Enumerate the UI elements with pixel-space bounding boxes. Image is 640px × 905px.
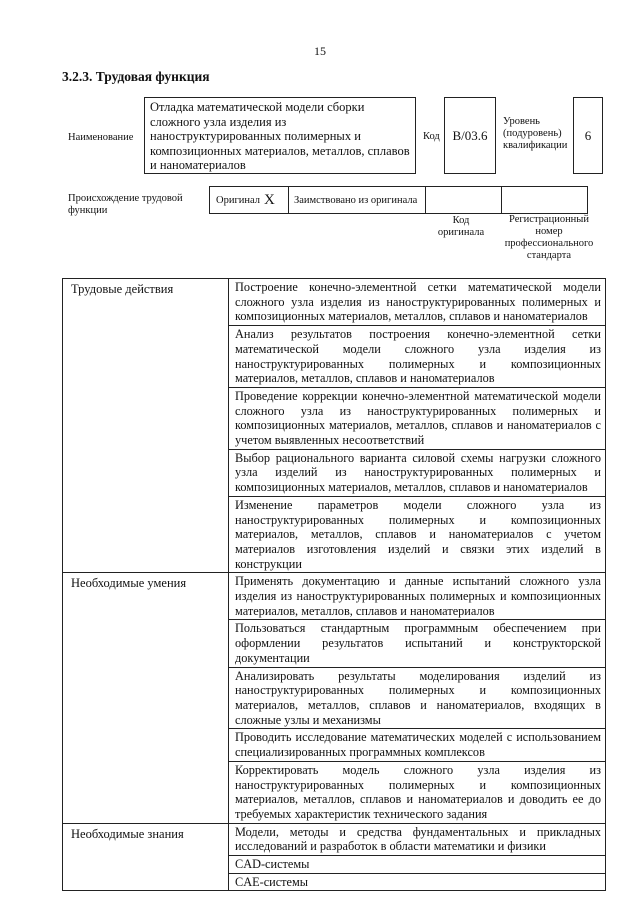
section-title-knowledge: Необходимые знания bbox=[63, 823, 229, 891]
list-item: Анализировать результаты моделирования изделий из наноструктурированных полимерных и композиционных материалов, металлов, сплавов и наноматериалов, входящих в сложные узлы и механизмы bbox=[229, 668, 605, 730]
list-item: Проведение коррекции конечно-элементной математической модели сложного узла из наноструктурированных полимерных и композиционных материалов, металлов, сплавов и наноматериалов с учетом выявленных несоответствий bbox=[229, 388, 605, 450]
original-cell bbox=[209, 186, 289, 214]
section-items bbox=[229, 573, 606, 823]
section-items bbox=[229, 823, 606, 891]
section-items bbox=[229, 279, 606, 573]
function-name: Отладка математической модели сборки сложного узла изделия из наноструктурированных полимерных и композиционных материалов, металлов, сплавов и наноматериалов bbox=[144, 97, 416, 174]
borrowed-label: Заимствовано из оригинала bbox=[294, 194, 418, 206]
function-table bbox=[62, 278, 606, 891]
name-label: Наименование bbox=[68, 132, 134, 143]
origin-label: Происхождение трудовой функции bbox=[68, 193, 183, 216]
level-label: Уровень (подуровень) квалификации bbox=[503, 116, 568, 151]
list-item: Построение конечно-элементной сетки математической модели сложного узла изделия из наноструктурированных полимерных и композиционных материалов, металлов, сплавов и наноматериалов bbox=[229, 279, 605, 326]
original-label: Оригинал bbox=[216, 194, 260, 206]
section-row bbox=[63, 279, 606, 573]
reg-caption: Регистрационный номер профессионального стандарта bbox=[504, 214, 594, 261]
list-item: Модели, методы и средства фундаментальных и прикладных исследований и разработок в области математики и физики bbox=[229, 824, 605, 856]
origin-row bbox=[209, 186, 588, 214]
section-title-skills: Необходимые умения bbox=[63, 573, 229, 823]
code-caption: Код оригинала bbox=[437, 215, 485, 238]
reg-number-cell bbox=[502, 186, 588, 214]
original-mark: X bbox=[264, 191, 275, 208]
level-value: 6 bbox=[573, 97, 603, 174]
list-item: CAE-системы bbox=[235, 874, 309, 889]
list-item: Пользоваться стандартным программным обеспечением при оформлении результатов испытаний и конструкторской документации bbox=[229, 620, 605, 667]
list-item: Применять документацию и данные испытаний сложного узла изделия из наноструктурированных полимерных и композиционных материалов, металлов, сплавов и наноматериалов bbox=[229, 573, 605, 620]
page-number: 15 bbox=[314, 44, 326, 58]
original-code-cell bbox=[426, 186, 502, 214]
borrowed-cell bbox=[289, 186, 426, 214]
list-item: Анализ результатов построения конечно-элементной сетки математической модели сложного узла изделия из наноструктурированных полимерных и композиционных материалов, металлов, сплавов и наноматериалов bbox=[229, 326, 605, 388]
list-item: CAD-системы bbox=[229, 856, 605, 874]
list-item: Выбор рационального варианта силовой схемы нагрузки сложного узла изделий из наноструктурированных полимерных и композиционных материалов, металлов, сплавов и наноматериалов bbox=[229, 450, 605, 497]
section-title-actions: Трудовые действия bbox=[63, 279, 229, 573]
code-label: Код bbox=[423, 131, 440, 142]
list-item: Проводить исследование математических моделей с использованием специализированных программных комплексов bbox=[229, 729, 605, 761]
list-item: Изменение параметров модели сложного узла из наноструктурированных полимерных и композиционных материалов, металлов, сплавов и наноматериалов с учетом материалов изготовления изделий и связки этих изделий в конструкции bbox=[235, 497, 601, 571]
section-row bbox=[63, 573, 606, 823]
list-item: Корректировать модель сложного узла изделия из наноструктурированных полимерных и композиционных материалов, металлов, сплавов и наноматериалов и доводить ее до требуемых характеристик технического задания bbox=[235, 762, 601, 821]
section-title: 3.2.3. Трудовая функция bbox=[62, 69, 210, 84]
section-row bbox=[63, 823, 606, 891]
code-value: B/03.6 bbox=[444, 97, 496, 174]
